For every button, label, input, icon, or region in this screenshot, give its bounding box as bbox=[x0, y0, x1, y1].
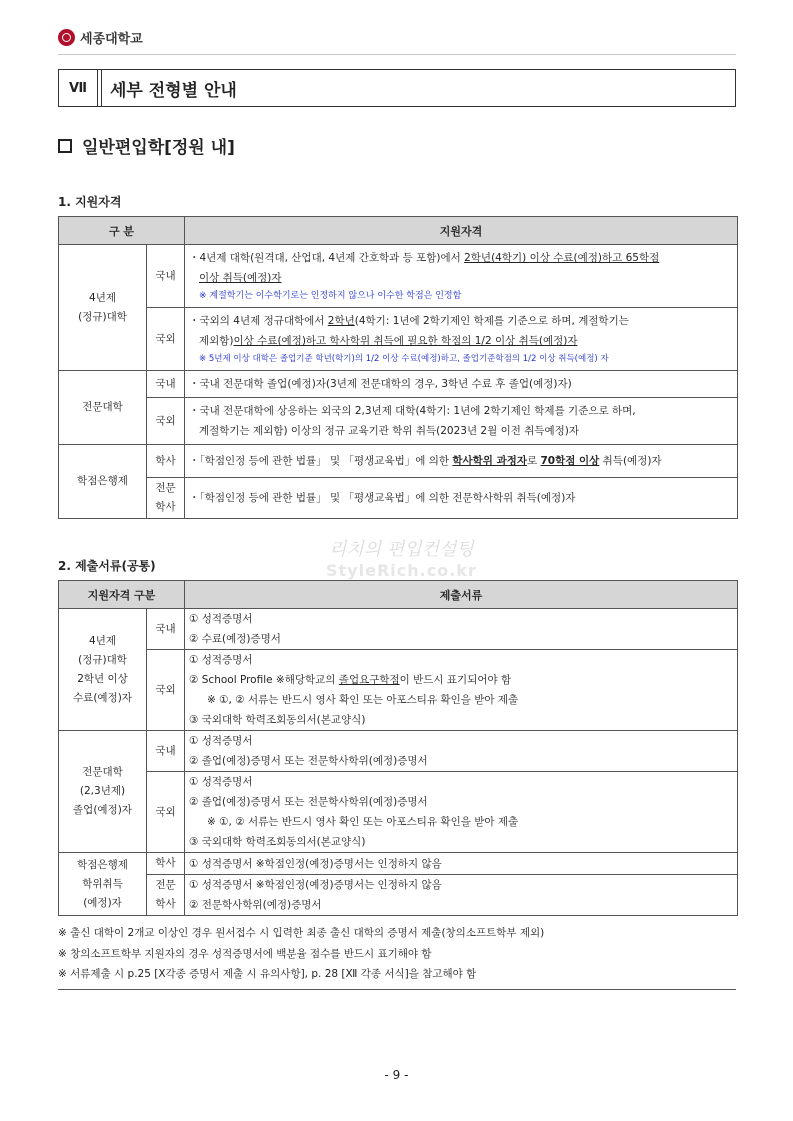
table-header-row bbox=[59, 581, 738, 609]
table-row bbox=[59, 371, 738, 398]
documents-table bbox=[58, 580, 738, 916]
note-text: ※ 계절학기는 이수학기로는 인정하지 않으나 이수한 학점은 인정함 bbox=[199, 291, 462, 301]
footnote: ※ 창의소프트학부 지원자의 경우 성적증명서에 백분율 점수를 반드시 표기해야 함 bbox=[58, 947, 432, 960]
docs-cell: ① 성적증명서 ② School Profile ※해당학교의 졸업요구학점이 반드시 표기되어야 함 ※ ①, ② 서류는 반드시 영사 확인 또는 아포스티유 확인을 받아 제출 ③ 국외대학 학력조회동의서(본교양식) bbox=[185, 650, 738, 731]
col-qualification: 지원자격 bbox=[185, 217, 738, 245]
footnote: ※ 출신 대학이 2개교 이상인 경우 원서접수 시 입력한 최종 출신 대학의 증명서 제출(창의소프트학부 제외) bbox=[58, 927, 545, 939]
docs-cell: ① 성적증명서 ② 졸업(예정)증명서 또는 전문학사학위(예정)증명서 bbox=[185, 731, 738, 772]
degree-label: 전문 학사 bbox=[147, 478, 185, 519]
section-title-box bbox=[58, 69, 736, 107]
subheading-text: 일반편입학[정원 내] bbox=[82, 138, 235, 158]
table-row bbox=[59, 875, 738, 916]
eligibility-heading: 1. 지원자격 bbox=[58, 195, 122, 209]
degree-label: 학사 bbox=[147, 445, 185, 478]
region-label: 국내 bbox=[147, 371, 185, 398]
region-label: 국내 bbox=[147, 731, 185, 772]
eligibility-table bbox=[58, 216, 738, 519]
section-number: Ⅶ bbox=[59, 70, 98, 106]
group-label: 전문대학 bbox=[59, 371, 147, 445]
emblem-icon bbox=[58, 29, 75, 46]
footnotes bbox=[58, 923, 736, 990]
col-docs: 제출서류 bbox=[185, 581, 738, 609]
table-row bbox=[59, 853, 738, 875]
table-row bbox=[59, 731, 738, 772]
watermark bbox=[326, 535, 477, 580]
page-number: - 9 - bbox=[384, 1068, 409, 1082]
square-bullet-icon bbox=[58, 139, 72, 153]
region-label: 국외 bbox=[147, 650, 185, 731]
degree-label: 전문 학사 bbox=[147, 875, 185, 916]
table-header-row bbox=[59, 217, 738, 245]
university-name: 세종대학교 bbox=[80, 32, 143, 47]
table-row bbox=[59, 650, 738, 731]
table-row bbox=[59, 398, 738, 445]
region-label: 국외 bbox=[147, 308, 185, 371]
col-category: 구 분 bbox=[59, 217, 185, 245]
group-label: 4년제 (정규)대학 2학년 이상 수료(예정)자 bbox=[59, 609, 147, 731]
region-label: 국내 bbox=[147, 245, 185, 308]
qualification-cell: ・4년제 대학(원격대, 산업대, 4년제 간호학과 등 포함)에서 2학년(4학기) 이상 수료(예정)하고 65학점 이상 취득(예정)자 ※ 계절학기는 이수학기로는 인정하지 않으나 이수한 학점은 인정함 bbox=[185, 245, 738, 308]
table-row bbox=[59, 245, 738, 308]
table-row bbox=[59, 445, 738, 478]
docs-cell: ① 성적증명서 ② 졸업(예정)증명서 또는 전문학사학위(예정)증명서 ※ ①, ② 서류는 반드시 영사 확인 또는 아포스티유 확인을 받아 제출 ③ 국외대학 학력조회동의서(본교양식) bbox=[185, 772, 738, 853]
documents-heading: 2. 제출서류(공통) bbox=[58, 559, 156, 573]
docs-cell: ① 성적증명서 ※학점인정(예정)증명서는 인정하지 않음 ② 전문학사학위(예정)증명서 bbox=[185, 875, 738, 916]
group-label: 4년제 (정규)대학 bbox=[59, 245, 147, 371]
table-row bbox=[59, 478, 738, 519]
watermark-line1: 리치의 편입컨설팅 bbox=[328, 539, 474, 560]
table-row bbox=[59, 308, 738, 371]
region-label: 국외 bbox=[147, 398, 185, 445]
group-label: 학점은행제 학위취득 (예정)자 bbox=[59, 853, 147, 916]
group-label: 학점은행제 bbox=[59, 445, 147, 519]
group-label: 전문대학 (2,3년제) 졸업(예정)자 bbox=[59, 731, 147, 853]
region-label: 국외 bbox=[147, 772, 185, 853]
section-title: 세부 전형별 안내 bbox=[110, 80, 237, 101]
region-label: 국내 bbox=[147, 609, 185, 650]
note-text: ※ 5년제 이상 대학은 졸업기준 학년(학기)의 1/2 이상 수료(예정)하고, 졸업기준학점의 1/2 이상 취득(예정) 자 bbox=[199, 354, 609, 364]
qualification-cell: ・국내 전문대학 졸업(예정)자(3년제 전문대학의 경우, 3학년 수료 후 졸업(예정)자) bbox=[185, 371, 738, 398]
docs-cell: ① 성적증명서 ※학점인정(예정)증명서는 인정하지 않음 bbox=[185, 853, 738, 875]
header-divider bbox=[58, 54, 736, 55]
footnote: ※ 서류제출 시 p.25 [Ⅹ각종 증명서 제출 시 유의사항], p. 28 [Ⅻ 각종 서식]을 참고해야 함 bbox=[58, 968, 477, 980]
qualification-cell: ・국내 전문대학에 상응하는 외국의 2,3년제 대학(4학기: 1년에 2학기제인 학제를 기준으로 하며, 계절학기는 제외함) 이상의 정규 교육기관 학위 취득(2023년 2월 이전 취득예정)자 bbox=[185, 398, 738, 445]
qualification-cell: ・「학점인정 등에 관한 법률」 및 「평생교육법」에 의한 학사학위 과정자로 70학점 이상 취득(예정)자 bbox=[185, 445, 738, 478]
degree-label: 학사 bbox=[147, 853, 185, 875]
table-row bbox=[59, 609, 738, 650]
table-row bbox=[59, 772, 738, 853]
subheading bbox=[58, 133, 235, 158]
col-category: 지원자격 구분 bbox=[59, 581, 185, 609]
watermark-line2: StyleRich.co.kr bbox=[326, 561, 477, 580]
university-logo bbox=[58, 28, 143, 47]
qualification-cell: ・「학점인정 등에 관한 법률」 및 「평생교육법」에 의한 전문학사학위 취득(예정)자 bbox=[185, 478, 738, 519]
docs-cell: ① 성적증명서 ② 수료(예정)증명서 bbox=[185, 609, 738, 650]
qualification-cell: ・국외의 4년제 정규대학에서 2학년(4학기: 1년에 2학기제인 학제를 기준으로 하며, 계절학기는 제외함)이상 수료(예정)하고 학사학위 취득에 필요한 학점의 1/2 이상 취득(예정)자 ※ 5년제 이상 대학은 졸업기준 학년(학기)의 1/2 이상 수료(예정)하고, 졸업기준학점의 1/2 이상 취득(예정) 자 bbox=[185, 308, 738, 371]
